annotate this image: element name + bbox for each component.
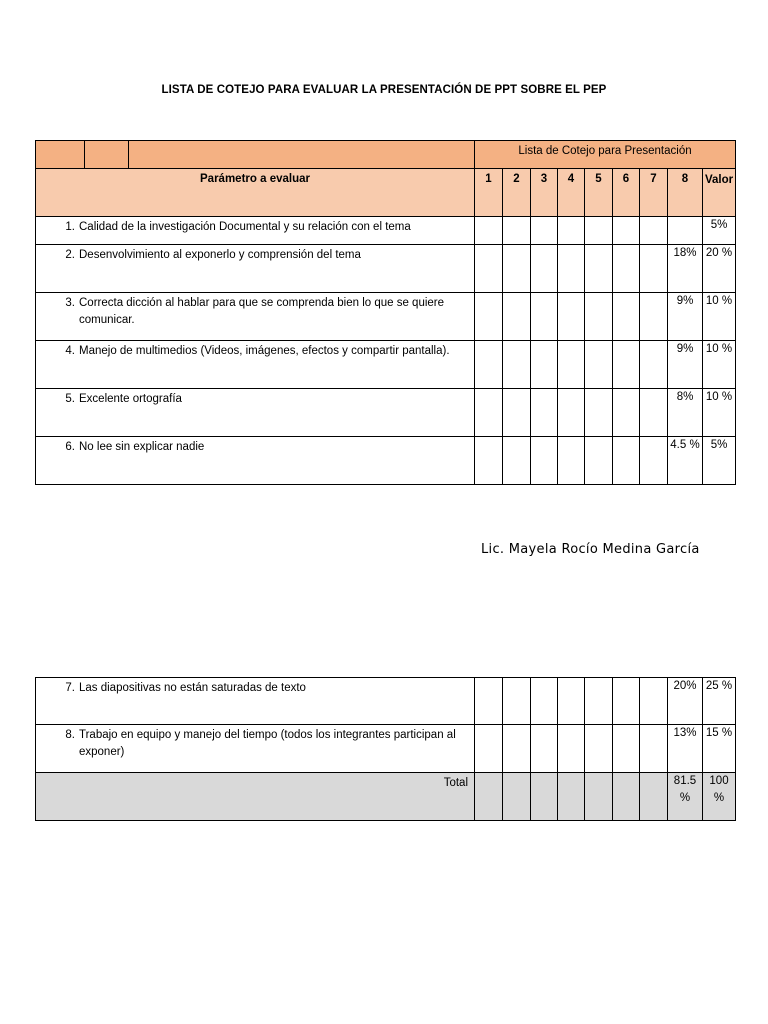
- param-cell: [36, 293, 475, 341]
- score-col-header: 8: [668, 169, 703, 217]
- param-number: 6.: [65, 441, 75, 453]
- param-cell: [36, 678, 475, 725]
- score-cell: [668, 217, 703, 245]
- total-valor: 100 %: [703, 773, 736, 821]
- param-text: Manejo de multimedios (Videos, imágenes, efectos y compartir pantalla).: [79, 345, 450, 357]
- param-cell: [36, 437, 475, 485]
- table-row: [36, 389, 736, 437]
- score-cell: 13%: [668, 725, 703, 773]
- valor-cell: 10 %: [703, 341, 736, 389]
- header-blank-cell: [36, 141, 85, 169]
- score-col-header: 7: [640, 169, 668, 217]
- header-blank-cell: [85, 141, 129, 169]
- table-row: [36, 245, 736, 293]
- param-text: Desenvolvimiento al exponerlo y comprensión del tema: [79, 249, 361, 261]
- score-cell: 18%: [668, 245, 703, 293]
- header-blank-cell: [129, 141, 475, 169]
- score-cell: 8%: [668, 389, 703, 437]
- valor-header: Valor: [703, 169, 736, 217]
- param-text: Excelente ortografía: [79, 393, 182, 405]
- param-cell: [36, 389, 475, 437]
- param-text: Correcta dicción al hablar para que se comprenda bien lo que se quiere comunicar.: [79, 297, 445, 326]
- total-label: Total: [36, 773, 475, 821]
- valor-cell: 10 %: [703, 389, 736, 437]
- valor-cell: 25 %: [703, 678, 736, 725]
- total-score: 81.5 %: [668, 773, 703, 821]
- score-col-header: 5: [585, 169, 613, 217]
- valor-cell: 5%: [703, 217, 736, 245]
- table-row: [36, 217, 736, 245]
- param-cell: [36, 245, 475, 293]
- group-header: Lista de Cotejo para Presentación: [475, 141, 736, 169]
- param-text: No lee sin explicar nadie: [79, 441, 205, 453]
- score-col-header: 1: [475, 169, 503, 217]
- score-col-header: 2: [503, 169, 531, 217]
- table-row: [36, 437, 736, 485]
- param-cell: [36, 725, 475, 773]
- valor-cell: 15 %: [703, 725, 736, 773]
- valor-cell: 10 %: [703, 293, 736, 341]
- score-col-header: 4: [558, 169, 585, 217]
- param-cell: [36, 217, 475, 245]
- param-text: Las diapositivas no están saturadas de texto: [79, 682, 306, 694]
- param-text: Trabajo en equipo y manejo del tiempo (todos los integrantes participan al exponer): [79, 729, 456, 758]
- valor-cell: 5%: [703, 437, 736, 485]
- param-number: 4.: [65, 345, 75, 357]
- score-col-header: 3: [531, 169, 558, 217]
- score-cell: 4.5 %: [668, 437, 703, 485]
- param-number: 7.: [65, 682, 75, 694]
- document-title: LISTA DE COTEJO PARA EVALUAR LA PRESENTACIÓN DE PPT SOBRE EL PEP: [161, 84, 607, 96]
- table-row: [36, 678, 736, 725]
- score-cell: 9%: [668, 293, 703, 341]
- table-column-header-row: [36, 169, 736, 217]
- signature: Lic. Mayela Rocío Medina García: [481, 542, 700, 557]
- score-cell: 9%: [668, 341, 703, 389]
- table-row: [36, 725, 736, 773]
- score-cell: 20%: [668, 678, 703, 725]
- checklist-table-continued: [35, 677, 736, 821]
- param-number: 8.: [65, 729, 75, 741]
- score-col-header: 6: [613, 169, 640, 217]
- param-number: 3.: [65, 297, 75, 309]
- param-cell: [36, 341, 475, 389]
- checklist-table: [35, 140, 736, 485]
- table-group-header-row: [36, 141, 736, 169]
- param-text: Calidad de la investigación Documental y su relación con el tema: [79, 221, 411, 233]
- param-number: 5.: [65, 393, 75, 405]
- param-number: 2.: [65, 249, 75, 261]
- total-row: [36, 773, 736, 821]
- table-row: [36, 341, 736, 389]
- param-header: Parámetro a evaluar: [36, 169, 475, 217]
- param-number: 1.: [65, 221, 75, 233]
- valor-cell: 20 %: [703, 245, 736, 293]
- table-row: [36, 293, 736, 341]
